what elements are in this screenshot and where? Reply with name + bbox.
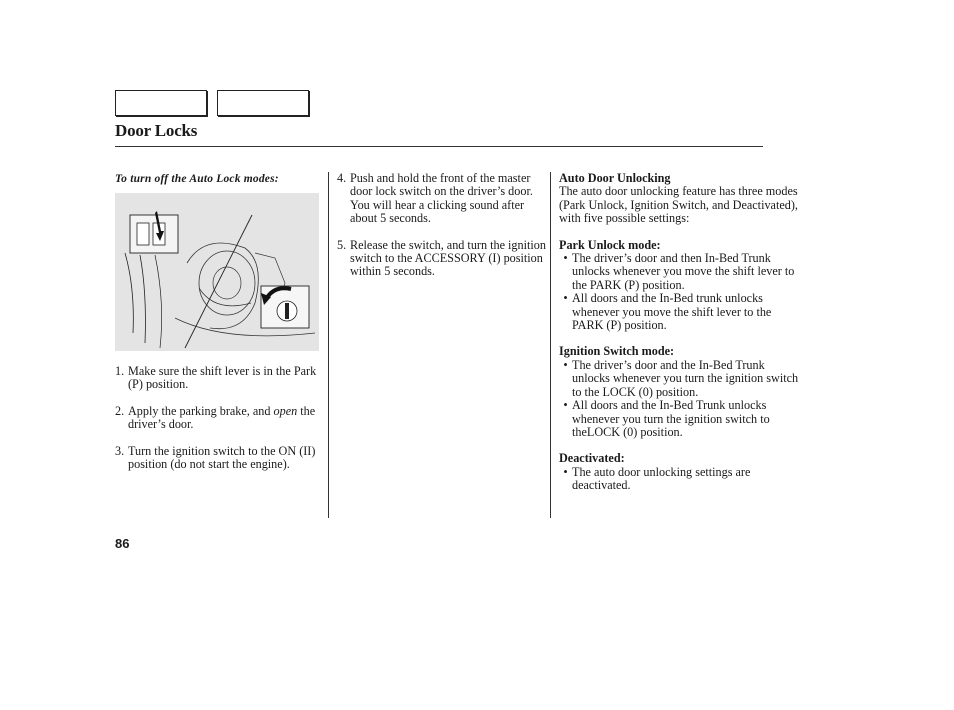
list-item: • All doors and the In-Bed trunk unlocks whenever you move the shift lever to the PARK (P) position. [559,292,799,332]
step-5: 5. Release the switch, and turn the ignition switch to the ACCESSORY (I) position within 5 seconds. [337,237,546,279]
page-title: Door Locks [115,121,198,140]
park-unlock-heading: Park Unlock mode: [559,237,661,252]
bullet-icon: • [563,251,568,266]
bullet-icon: • [563,291,568,306]
door-switch-ignition-drawing [115,193,319,351]
step-4: 4. Push and hold the front of the master door lock switch on the driver’s door. You will hear a clicking sound after about 5 seconds. [337,171,533,226]
bullet-icon: • [563,464,568,479]
step-3: 3. Turn the ignition switch to the ON (II) position (do not start the engine). [115,443,316,472]
left-column [115,172,321,484]
deactivated-heading: Deactivated: [559,451,625,466]
title-divider [115,146,763,147]
page-number: 86 [115,536,130,551]
right-column [559,172,799,493]
step-1: 1. Make sure the shift lever is in the Park (P) position. [115,364,317,392]
step-2: 2. Apply the parking brake, and open the driver’s door. [115,403,316,432]
list-item: • All doors and the In-Bed Trunk unlocks whenever you turn the ignition switch to theLOCK (0) position. [559,399,799,439]
column-divider-1 [328,172,329,518]
bullet-icon: • [563,398,568,413]
intro-heading: To turn off the Auto Lock modes: [115,173,279,185]
ignition-switch-heading: Ignition Switch mode: [559,344,675,359]
emphasis-open: open [273,403,298,418]
middle-column [337,172,547,292]
bullet-icon: • [563,357,568,372]
column-divider-2 [550,172,551,518]
auto-unlock-body: The auto door unlocking feature has three modes (Park Unlock, Ignition Switch, and Deactivated), with five possible settings: [559,184,798,226]
dashboard-illustration [115,193,319,351]
nav-box-previous[interactable] [115,90,207,116]
list-item: • The driver’s door and the In-Bed Trunk unlocks whenever you turn the ignition switch to the LOCK (0) position. [559,359,799,399]
list-item: • The auto door unlocking settings are deactivated. [559,466,799,493]
nav-box-next[interactable] [217,90,309,116]
list-item: • The driver’s door and then In-Bed Trunk unlocks whenever you move the shift lever to the PARK (P) position. [559,252,799,292]
auto-unlock-heading: Auto Door Unlocking [559,171,671,185]
